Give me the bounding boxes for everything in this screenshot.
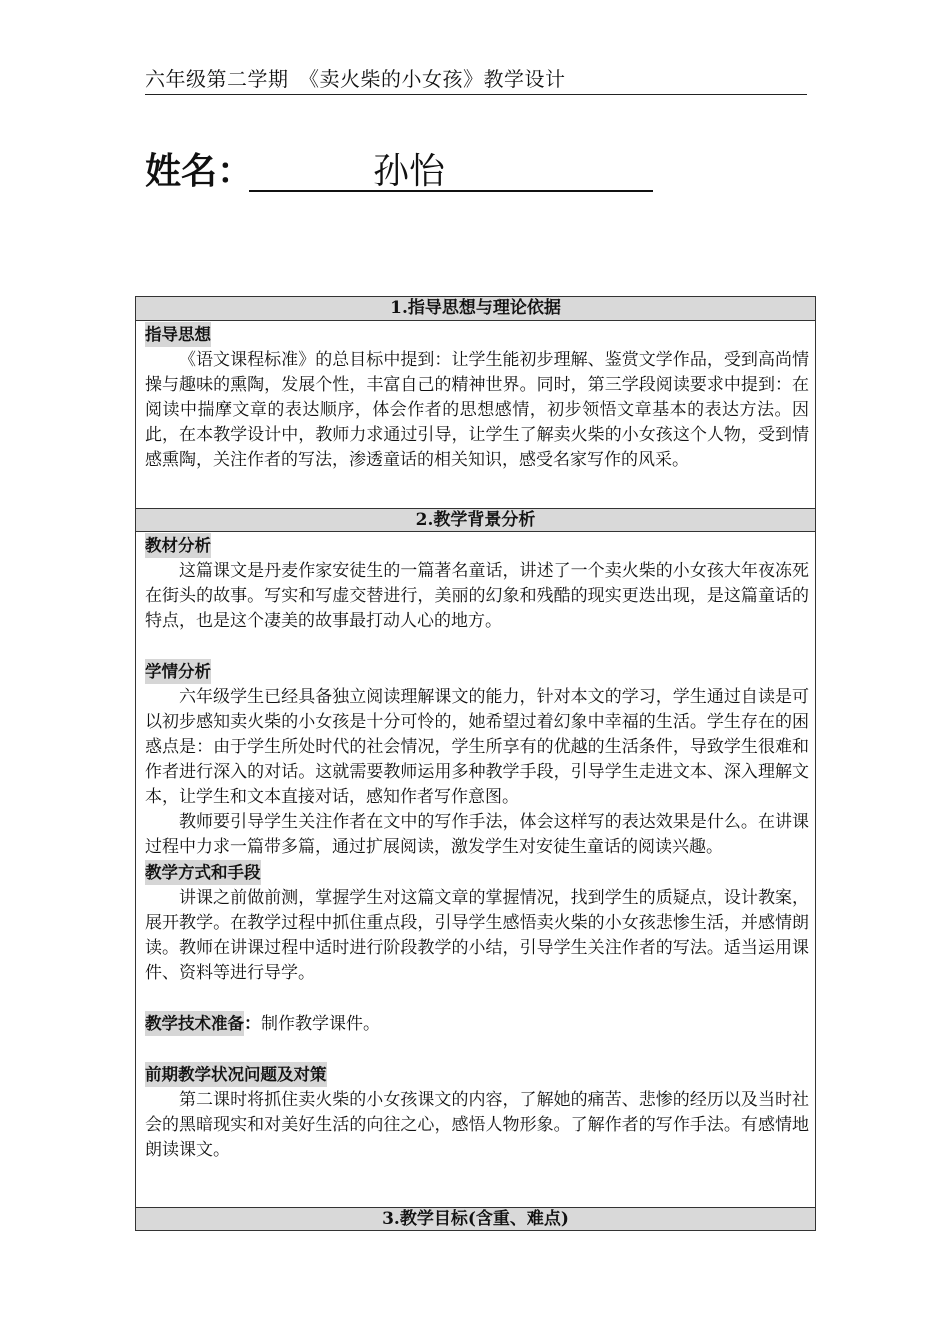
- student-analysis-heading: 学情分析: [145, 659, 211, 684]
- section-1-body: [145, 322, 809, 473]
- lesson-plan-table: [135, 296, 816, 1231]
- section-2-header: 2.教学背景分析: [136, 508, 815, 532]
- tech-prep-colon: ：: [244, 1014, 261, 1034]
- tech-prep-text: 制作教学课件。: [261, 1014, 380, 1034]
- spacer: [145, 986, 809, 1011]
- section-3-header: 3.教学目标(含重、难点): [136, 1207, 815, 1231]
- running-header: 六年级第二学期 《卖火柴的小女孩》教学设计: [145, 64, 807, 95]
- material-analysis-heading: 教材分析: [145, 533, 211, 558]
- guiding-thought-paragraph: 《语文课程标准》的总目标中提到：让学生能初步理解、鉴赏文学作品，受到高尚情操与趣味的熏陶，发展个性，丰富自己的精神世界。同时，第三学段阅读要求中提到：在阅读中揣摩文章的表达顺序，体会作者的思想感情，初步领悟文章基本的表达方法。因此，在本教学设计中，教师力求通过引导，让学生了解卖火柴的小女孩这个人物，受到情感熏陶，关注作者的写法，渗透童话的相关知识，感受名家写作的风采。: [145, 350, 809, 470]
- spacer: [145, 634, 809, 659]
- author-name: 孙怡: [373, 151, 446, 192]
- tech-prep-heading: 教学技术准备: [145, 1011, 244, 1036]
- name-label: 姓名：: [145, 151, 254, 192]
- guiding-thought-heading: 指导思想: [145, 322, 211, 347]
- section-2-body: [145, 533, 809, 1163]
- spacer: [145, 1037, 809, 1062]
- prior-issues-paragraph: 第二课时将抓住卖火柴的小女孩课文的内容，了解她的痛苦、悲惨的经历以及当时社会的黑暗现实和对美好生活的向往之心，感悟人物形象。了解作者的写作手法。有感情地朗读课文。: [145, 1090, 809, 1160]
- material-analysis-paragraph: 这篇课文是丹麦作家安徒生的一篇著名童话，讲述了一个卖火柴的小女孩大年夜冻死在街头的故事。写实和写虚交替进行，美丽的幻象和残酷的现实更迭出现，是这篇童话的特点，也是这个凄美的故事最打动人心的地方。: [145, 561, 809, 631]
- teaching-method-heading: 教学方式和手段: [145, 860, 261, 885]
- tech-prep-line: [145, 1011, 809, 1037]
- teaching-method-paragraph: 讲课之前做前测，掌握学生对这篇文章的掌握情况，找到学生的质疑点，设计教案，展开教学。在教学过程中抓住重点段，引导学生感悟卖火柴的小女孩悲惨生活，并感情朗读。教师在讲课过程中适时进行阶段教学的小结，引导学生关注作者的写法。适当运用课件、资料等进行导学。: [145, 888, 809, 983]
- section-1-header: 1.指导思想与理论依据: [136, 297, 815, 321]
- student-analysis-paragraph-2: 教师要引导学生关注作者在文中的写作手法，体会这样写的表达效果是什么。在讲课过程中力求一篇带多篇，通过扩展阅读，激发学生对安徒生童话的阅读兴趣。: [145, 812, 809, 857]
- name-underline: [249, 190, 653, 192]
- prior-issues-heading: 前期教学状况问题及对策: [145, 1062, 327, 1087]
- student-analysis-paragraph-1: 六年级学生已经具备独立阅读理解课文的能力，针对本文的学习，学生通过自读是可以初步感知卖火柴的小女孩是十分可怜的，她希望过着幻象中幸福的生活。学生存在的困惑点是：由于学生所处时代的社会情况，学生所享有的优越的生活条件，导致学生很难和作者进行深入的对话。这就需要教师运用多种教学手段，引导学生走进文本、深入理解文本，让学生和文本直接对话，感知作者写作意图。: [145, 687, 809, 807]
